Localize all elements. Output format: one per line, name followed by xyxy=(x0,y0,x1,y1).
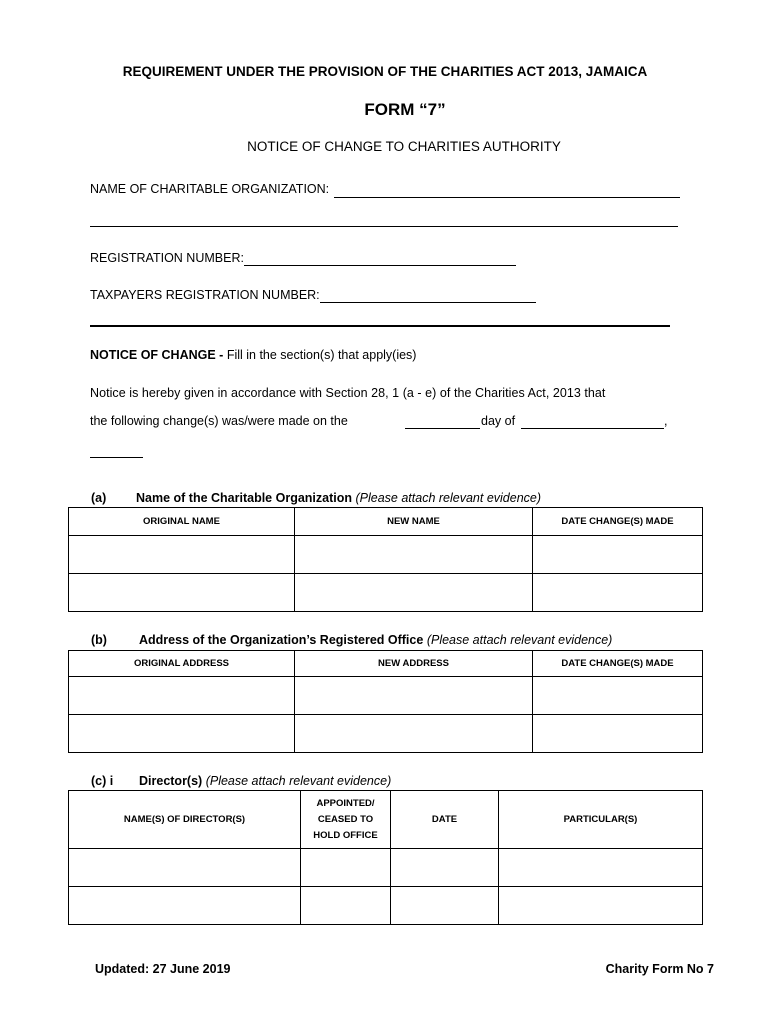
table-cell[interactable] xyxy=(69,536,295,574)
section-c-letter: (c) i xyxy=(91,774,114,788)
table-cell[interactable] xyxy=(533,715,703,753)
form-title: FORM “7” xyxy=(364,100,446,119)
table-cell[interactable] xyxy=(533,574,703,612)
org-name-field-line2[interactable] xyxy=(90,226,678,227)
section-a-hint: (Please attach relevant evidence) xyxy=(355,491,542,505)
column-header: NEW NAME xyxy=(295,508,533,536)
table-cell[interactable] xyxy=(533,677,703,715)
table-cell[interactable] xyxy=(391,887,499,925)
section-b-table xyxy=(68,650,703,753)
table-cell[interactable] xyxy=(69,677,295,715)
table-cell[interactable] xyxy=(295,574,533,612)
notice-line-2-start: the following change(s) was/were made on the xyxy=(90,414,348,428)
column-header: DATE xyxy=(391,791,499,849)
table-cell[interactable] xyxy=(391,849,499,887)
section-a-letter: (a) xyxy=(91,491,107,505)
table-cell[interactable] xyxy=(69,887,301,925)
section-a-table xyxy=(68,507,703,612)
footer-form-number: Charity Form No 7 xyxy=(605,962,714,976)
section-b-letter: (b) xyxy=(91,633,107,647)
notice-heading-bold: NOTICE OF CHANGE - xyxy=(90,348,224,362)
column-header: PARTICULAR(S) xyxy=(499,791,703,849)
table-cell[interactable] xyxy=(533,536,703,574)
change-month-field[interactable] xyxy=(521,428,664,429)
section-a-title-text: Name of the Charitable Organization xyxy=(136,491,353,505)
org-name-field-line1[interactable] xyxy=(334,197,680,198)
notice-line-2-comma: , xyxy=(664,414,668,428)
section-divider xyxy=(90,325,670,327)
section-b-title-text: Address of the Organization’s Registered Office xyxy=(139,633,424,647)
table-cell[interactable] xyxy=(69,574,295,612)
change-year-field[interactable] xyxy=(90,457,143,458)
notice-line-2-day-of: day of xyxy=(481,414,516,428)
notice-heading xyxy=(90,348,416,362)
section-b-hint: (Please attach relevant evidence) xyxy=(426,633,613,647)
column-header: DATE CHANGE(S) MADE xyxy=(533,651,703,677)
table-cell[interactable] xyxy=(499,887,703,925)
notice-heading-rest: Fill in the section(s) that apply(ies) xyxy=(223,348,417,362)
column-header: ORIGINAL NAME xyxy=(69,508,295,536)
table-cell[interactable] xyxy=(295,715,533,753)
taxpayers-number-label: TAXPAYERS REGISTRATION NUMBER: xyxy=(90,288,320,302)
table-cell[interactable] xyxy=(69,849,301,887)
section-b-title xyxy=(139,633,612,647)
column-header: APPOINTED/ CEASED TO HOLD OFFICE xyxy=(301,791,391,849)
taxpayers-number-field[interactable] xyxy=(320,302,536,303)
footer-updated: Updated: 27 June 2019 xyxy=(95,962,231,976)
table-cell[interactable] xyxy=(295,536,533,574)
registration-number-label: REGISTRATION NUMBER: xyxy=(90,251,244,265)
section-c-title xyxy=(139,774,391,788)
table-cell[interactable] xyxy=(69,715,295,753)
section-a-title xyxy=(136,491,541,505)
requirement-heading: REQUIREMENT UNDER THE PROVISION OF THE CHARITIES ACT 2013, JAMAICA xyxy=(122,64,648,79)
table-cell[interactable] xyxy=(301,887,391,925)
column-header: NEW ADDRESS xyxy=(295,651,533,677)
table-cell[interactable] xyxy=(499,849,703,887)
section-c-hint: (Please attach relevant evidence) xyxy=(205,774,392,788)
column-header: NAME(S) OF DIRECTOR(S) xyxy=(69,791,301,849)
column-header: ORIGINAL ADDRESS xyxy=(69,651,295,677)
org-name-label: NAME OF CHARITABLE ORGANIZATION: xyxy=(90,182,330,196)
notice-title: NOTICE OF CHANGE TO CHARITIES AUTHORITY xyxy=(247,139,561,154)
notice-line-1: Notice is hereby given in accordance with Section 28, 1 (a - e) of the Charities Act, 2013 that xyxy=(90,386,606,400)
registration-number-field[interactable] xyxy=(244,265,516,266)
change-day-field[interactable] xyxy=(405,428,480,429)
table-cell[interactable] xyxy=(301,849,391,887)
section-c-title-text: Director(s) xyxy=(139,774,203,788)
section-c-table xyxy=(68,790,703,925)
table-cell[interactable] xyxy=(295,677,533,715)
column-header: DATE CHANGE(S) MADE xyxy=(533,508,703,536)
